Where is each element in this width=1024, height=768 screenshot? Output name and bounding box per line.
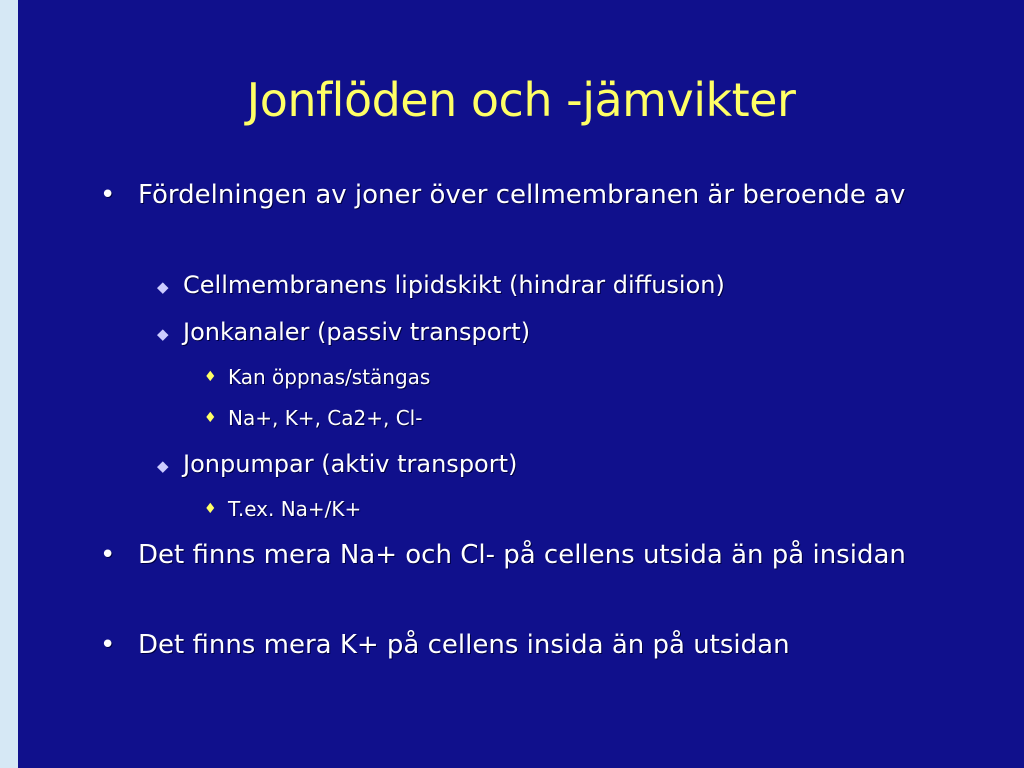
bullet-text: Det finns mera Na+ och Cl- på cellens utsida än på insidan bbox=[138, 540, 906, 570]
bullet-text: Det finns mera K+ på cellens insida än på utsidan bbox=[138, 630, 790, 660]
diamond-bullet-icon: ◆ bbox=[157, 325, 169, 343]
bullet-item bbox=[157, 447, 943, 481]
slide bbox=[18, 0, 1024, 768]
diamond-bullet-icon: ◆ bbox=[157, 278, 169, 296]
bullet-item bbox=[204, 362, 928, 392]
bullet-text: Jonpumpar (aktiv transport) bbox=[183, 450, 518, 478]
bullet-text: Fördelningen av joner över cellmembranen är beroende av bbox=[138, 180, 906, 210]
small-diamond-bullet-icon: ♦ bbox=[204, 369, 217, 385]
bullet-item bbox=[204, 494, 928, 524]
bullet-text: Na+, K+, Ca2+, Cl- bbox=[228, 406, 423, 430]
small-diamond-bullet-icon: ♦ bbox=[204, 410, 217, 426]
bullet-item bbox=[157, 315, 943, 349]
slide-title: Jonflöden och -jämvikter bbox=[246, 73, 796, 127]
bullet-dot-icon: • bbox=[100, 540, 116, 570]
bullet-text: Kan öppnas/stängas bbox=[228, 365, 431, 389]
bullet-item bbox=[100, 175, 958, 215]
bullet-item bbox=[100, 535, 958, 575]
bullet-list bbox=[18, 0, 1024, 768]
bullet-text: Cellmembranens lipidskikt (hindrar diffusion) bbox=[183, 271, 725, 299]
small-diamond-bullet-icon: ♦ bbox=[204, 501, 217, 517]
bullet-item bbox=[100, 625, 958, 665]
bullet-dot-icon: • bbox=[100, 180, 116, 210]
bullet-text: Jonkanaler (passiv transport) bbox=[183, 318, 531, 346]
bullet-item bbox=[204, 403, 928, 433]
diamond-bullet-icon: ◆ bbox=[157, 457, 169, 475]
bullet-item bbox=[157, 268, 943, 302]
bullet-dot-icon: • bbox=[100, 630, 116, 660]
bullet-text: T.ex. Na+/K+ bbox=[228, 497, 362, 521]
